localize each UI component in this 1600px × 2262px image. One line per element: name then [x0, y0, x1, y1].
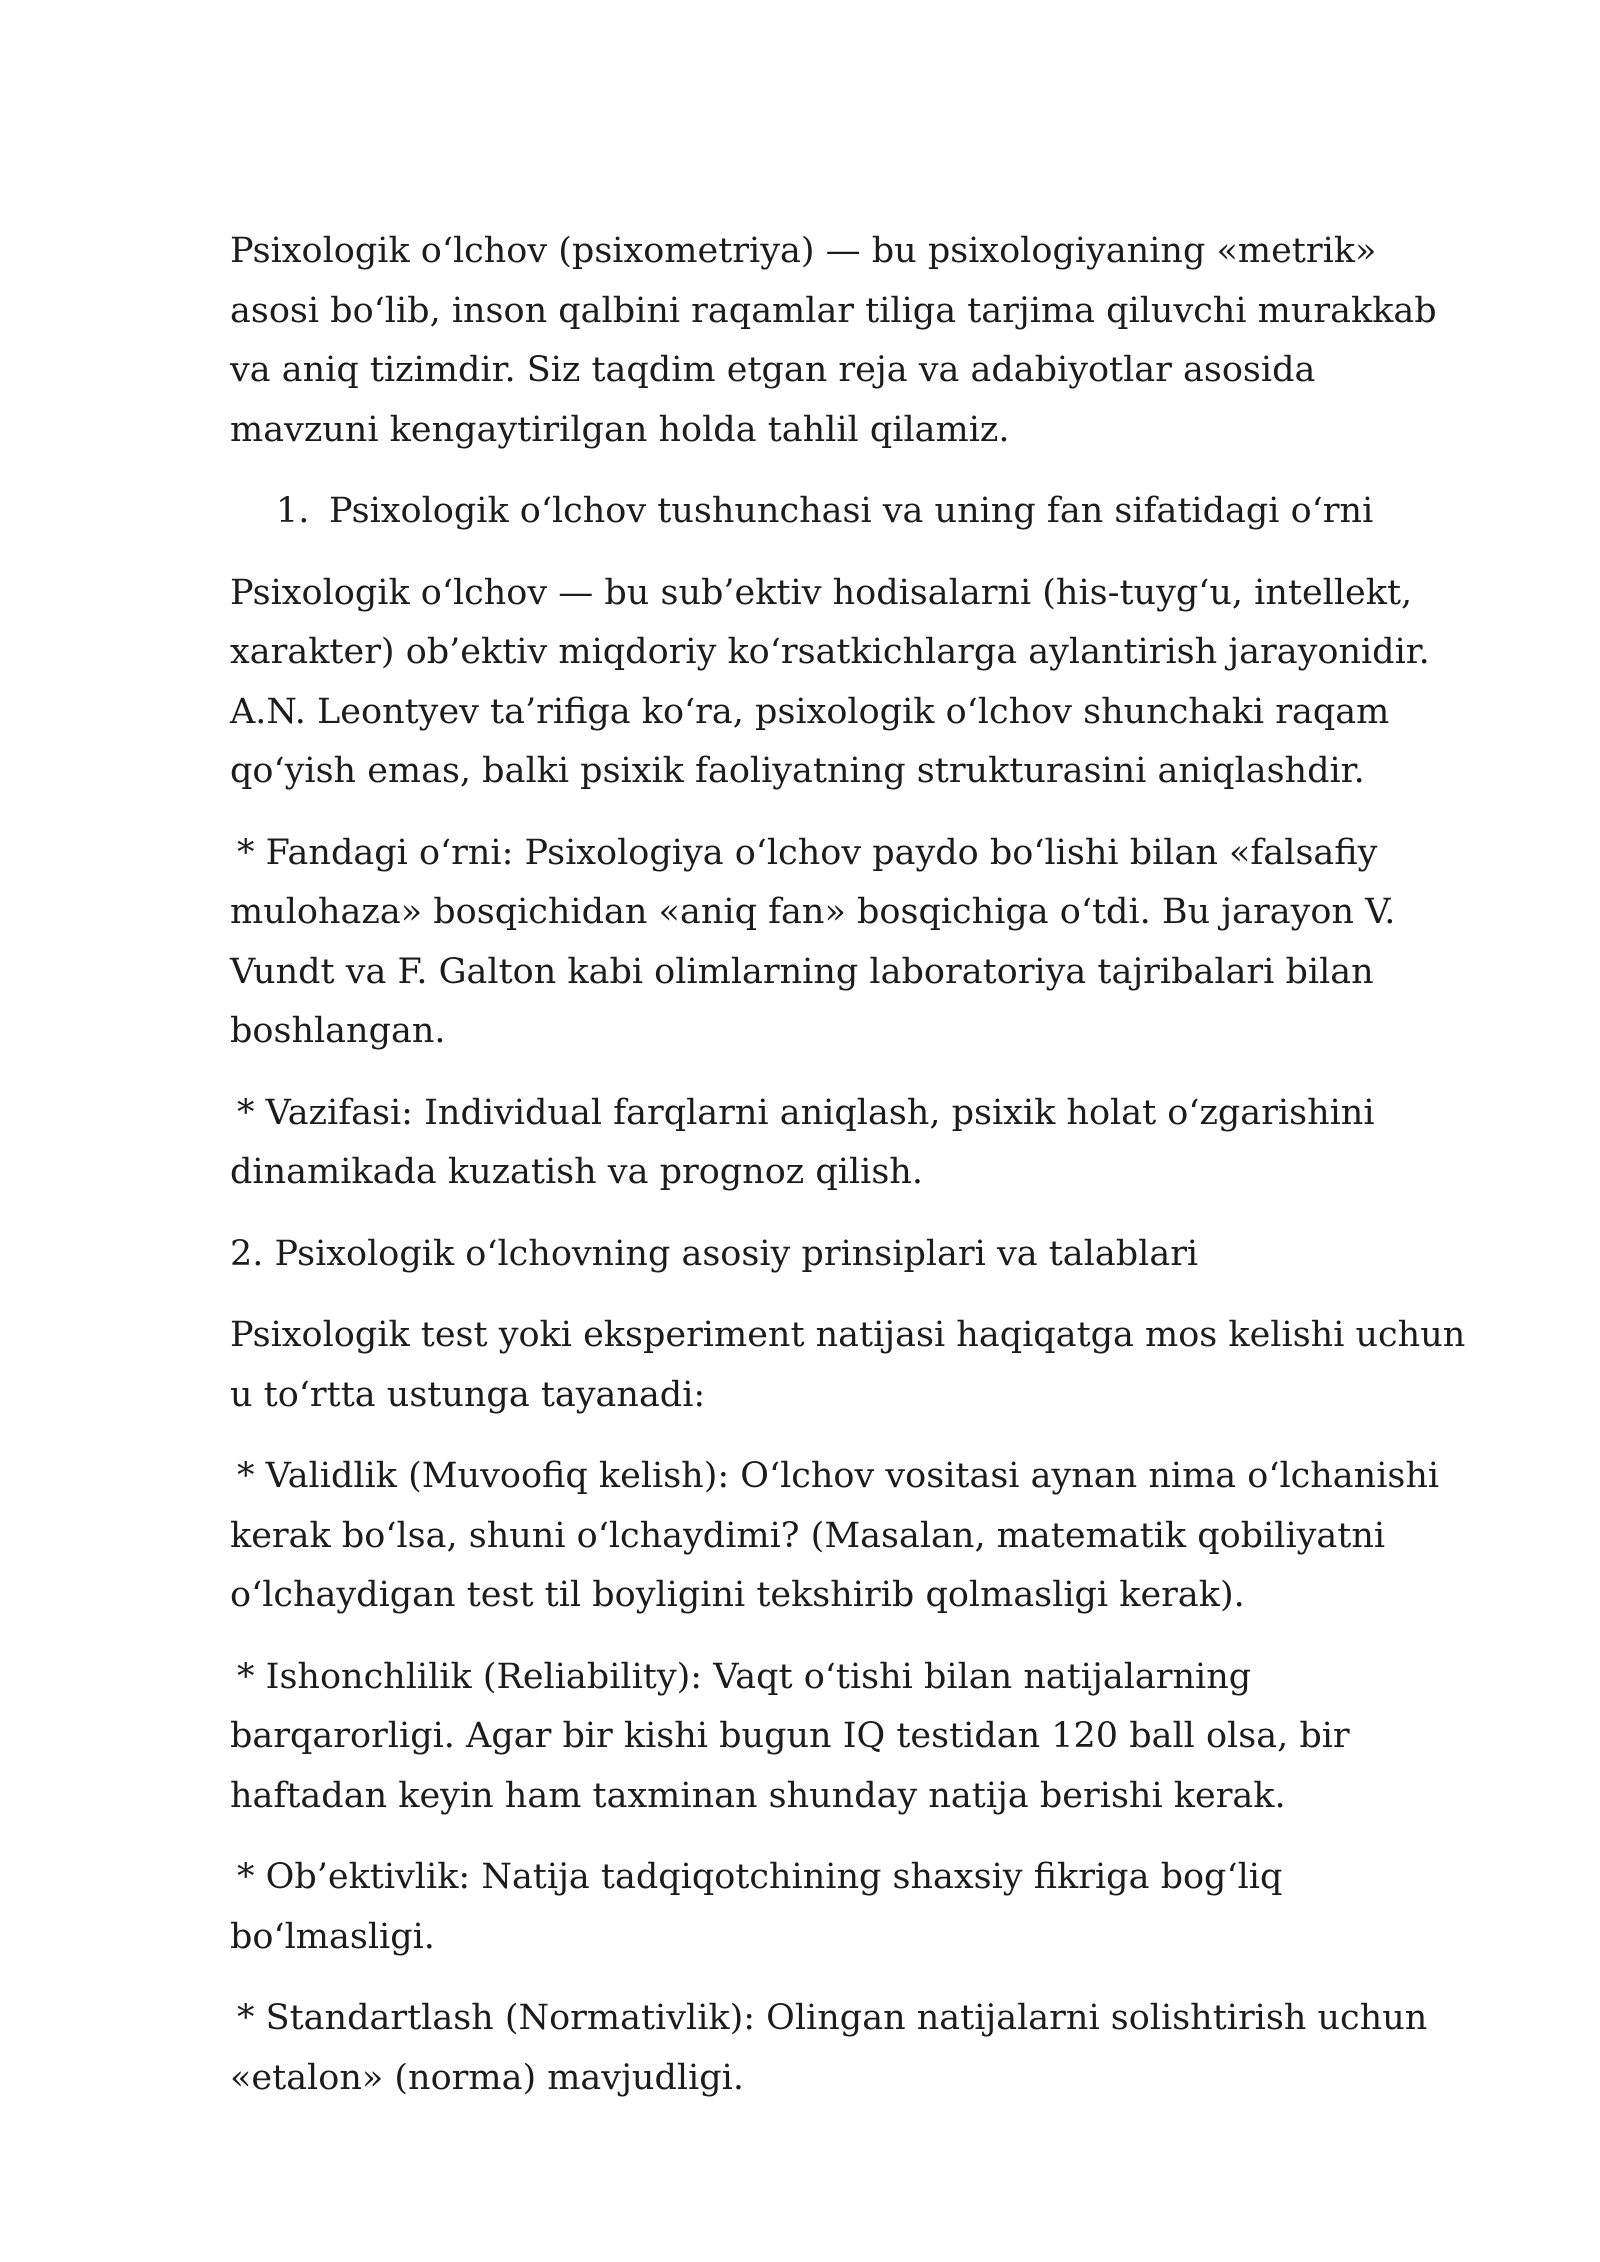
- paragraph-line: * Fandagi o‘rni: Psixologiya o‘lchov paydo bo‘lishi bilan «falsafiy: [237, 832, 1378, 873]
- paragraph-line: u to‘rtta ustunga tayanadi:: [230, 1374, 706, 1415]
- document-page: [230, 222, 1560, 2130]
- section-2-intro-paragraph: [230, 1306, 1560, 1425]
- paragraph-line: kerak bo‘lsa, shuni o‘lchaydimi? (Masalan, matematik qobiliyatni: [230, 1515, 1386, 1556]
- bullet-standartlash: [230, 1989, 1560, 2108]
- section-1-heading: [230, 482, 1560, 542]
- paragraph-line: xarakter) ob’ektiv miqdoriy ko‘rsatkichlarga aylantirish jarayonidir.: [230, 632, 1430, 672]
- paragraph-line: boshlangan.: [230, 1011, 446, 1051]
- paragraph-line: A.N. Leontyev ta’rifiga ko‘ra, psixologik o‘lchov shunchaki raqam: [230, 691, 1390, 732]
- paragraph-line: mulohaza» bosqichidan «aniq fan» bosqichiga o‘tdi. Bu jarayon V.: [230, 892, 1396, 932]
- paragraph-line: * Validlik (Muvoofiq kelish): O‘lchov vositasi aynan nima o‘lchanishi: [237, 1456, 1440, 1496]
- section-heading-text: Psixologik o‘lchov tushunchasi va uning fan sifatidagi o‘rni: [329, 491, 1374, 531]
- paragraph-line: o‘lchaydigan test til boyligini tekshirib qolmasligi kerak).: [230, 1575, 1245, 1615]
- paragraph-line: * Ishonchlilik (Reliability): Vaqt o‘tishi bilan natijalarning: [237, 1656, 1252, 1697]
- paragraph-line: haftadan keyin ham taxminan shunday natija berishi kerak.: [230, 1775, 1286, 1816]
- paragraph-line: barqarorligi. Agar bir kishi bugun IQ testidan 120 ball olsa, bir: [230, 1716, 1350, 1756]
- definition-paragraph: [230, 564, 1560, 802]
- paragraph-line: * Standartlash (Normativlik): Olingan natijalarni solishtirish uchun: [237, 1998, 1428, 2038]
- bullet-validlik: [230, 1447, 1560, 1626]
- bullet-obektivlik: [230, 1848, 1560, 1967]
- intro-paragraph: [230, 222, 1560, 460]
- paragraph-line: * Vazifasi: Individual farqlarni aniqlash, psixik holat o‘zgarishini: [237, 1092, 1375, 1133]
- paragraph-line: Psixologik o‘lchov — bu sub’ektiv hodisalarni (his-tuyg‘u, intellekt,: [230, 572, 1413, 613]
- paragraph-line: Psixologik o‘lchov (psixometriya) — bu psixologiyaning «metrik»: [230, 231, 1377, 271]
- bullet-ishonchlilik: [230, 1648, 1560, 1827]
- paragraph-line: * Ob’ektivlik: Natija tadqiqotchining shaxsiy fikriga bog‘liq: [237, 1857, 1283, 1897]
- paragraph-line: qo‘yish emas, balki psixik faoliyatning strukturasini aniqlashdir.: [230, 751, 1365, 791]
- paragraph-line: bo‘lmasligi.: [230, 1916, 435, 1957]
- paragraph-line: Vundt va F. Galton kabi olimlarning laboratoriya tajribalari bilan: [230, 951, 1374, 992]
- section-2-heading: [230, 1225, 1560, 1285]
- bullet-fandagi-orni: [230, 824, 1560, 1062]
- paragraph-line: «etalon» (norma) mavjudligi.: [230, 2057, 744, 2098]
- paragraph-line: mavzuni kengaytirilgan holda tahlil qilamiz.: [230, 409, 1010, 450]
- section-heading-text: 2. Psixologik o‘lchovning asosiy prinsiplari va talablari: [230, 1233, 1199, 1274]
- paragraph-line: Psixologik test yoki eksperiment natijasi haqiqatga mos kelishi uchun: [230, 1315, 1466, 1355]
- bullet-vazifasi: [230, 1084, 1560, 1203]
- list-number: 1.: [276, 491, 310, 531]
- paragraph-line: dinamikada kuzatish va prognoz qilish.: [230, 1152, 923, 1192]
- paragraph-line: asosi bo‘lib, inson qalbini raqamlar tiliga tarjima qiluvchi murakkab: [230, 290, 1437, 331]
- paragraph-line: va aniq tizimdir. Siz taqdim etgan reja va adabiyotlar asosida: [230, 350, 1316, 390]
